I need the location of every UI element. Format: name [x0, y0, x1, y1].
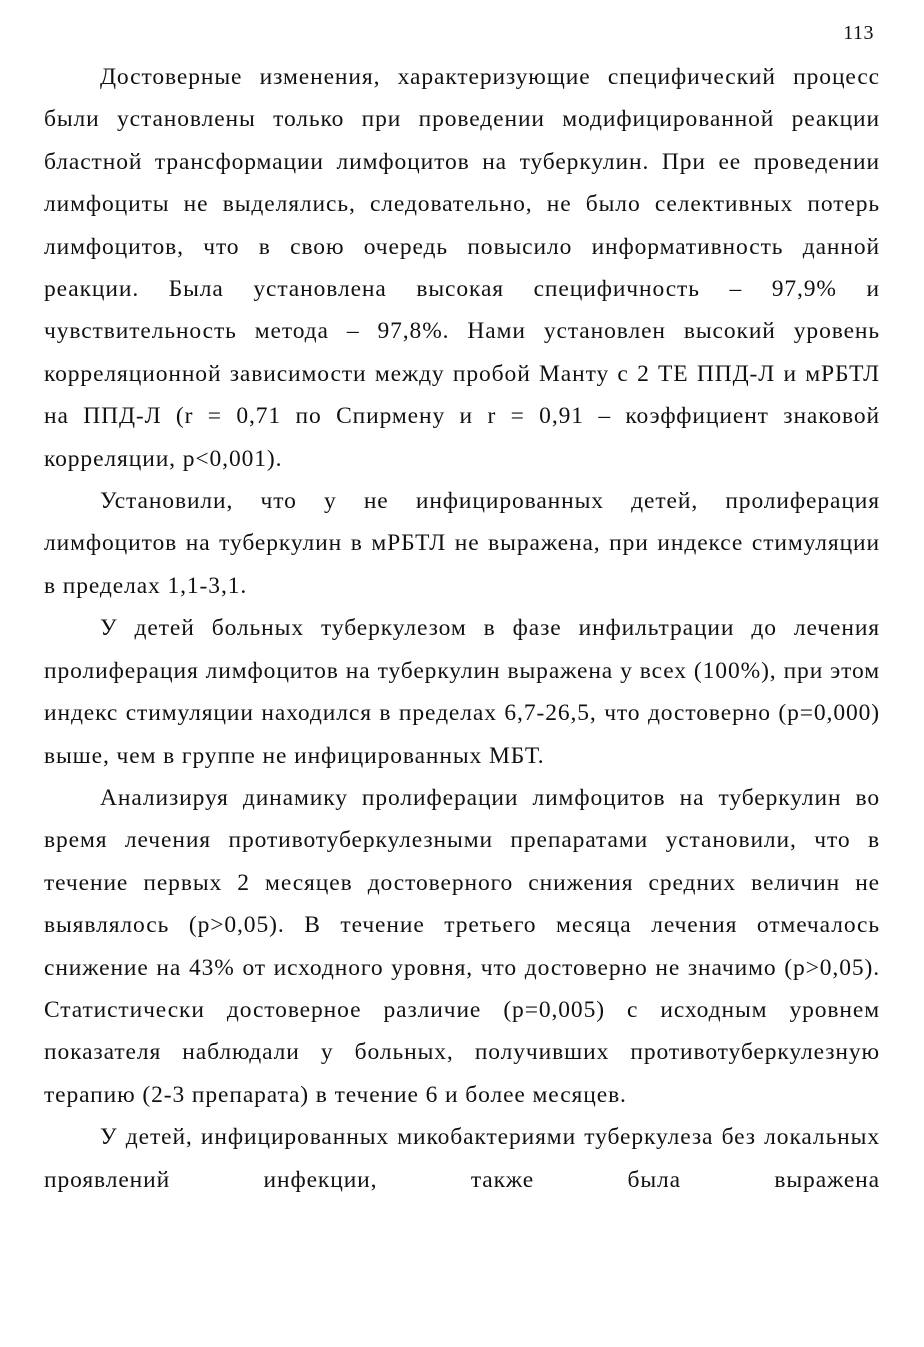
paragraph-2: Установили, что у не инфицированных детей, пролиферация лимфоцитов на туберкулин в мРБТЛ не выражена, при индексе стимуляции в пределах 1,1-3,1. [44, 488, 880, 599]
paragraph-1: Достоверные изменения, характеризующие специфический процесс были установлены только при проведении модифицированной реакции бластной трансформации лимфоцитов на туберкулин. При ее проведении лимфоциты не выделялись, следовательно, не было селективных потерь лимфоцитов, что в свою очередь повысило информативность данной реакции. Была установлена высокая специфичность – 97,9% и чувствительность метода – 97,8%. Нами установлен высокий уровень корреляционной зависимости между пробой Манту с 2 ТЕ ППД-Л и мРБТЛ на ППД-Л (r = 0,71 по Спирмену и r = 0,91 – коэффициент знаковой корреляции, p<0,001). [44, 64, 880, 472]
paragraph-5: У детей, инфицированных микобактериями туберкулеза без локальных проявлений инфекции, также была выражена [44, 1124, 880, 1193]
paragraph-3: У детей больных туберкулезом в фазе инфильтрации до лечения пролиферация лимфоцитов на туберкулин выражена у всех (100%), при этом индекс стимуляции находился в пределах 6,7-26,5, что достоверно (р=0,000) выше, чем в группе не инфицированных МБТ. [44, 615, 880, 769]
body-text [44, 56, 880, 1201]
page-number: 113 [843, 22, 874, 44]
paragraph-4: Анализируя динамику пролиферации лимфоцитов на туберкулин во время лечения противотуберкулезными препаратами установили, что в течение первых 2 месяцев достоверного снижения средних величин не выявлялось (р>0,05). В течение третьего месяца лечения отмечалось снижение на 43% от исходного уровня, что достоверно не значимо (р>0,05). Статистически достоверное различие (р=0,005) с исходным уровнем показателя наблюдали у больных, получивших противотуберкулезную терапию (2-3 препарата) в течение 6 и более месяцев. [44, 784, 880, 1108]
